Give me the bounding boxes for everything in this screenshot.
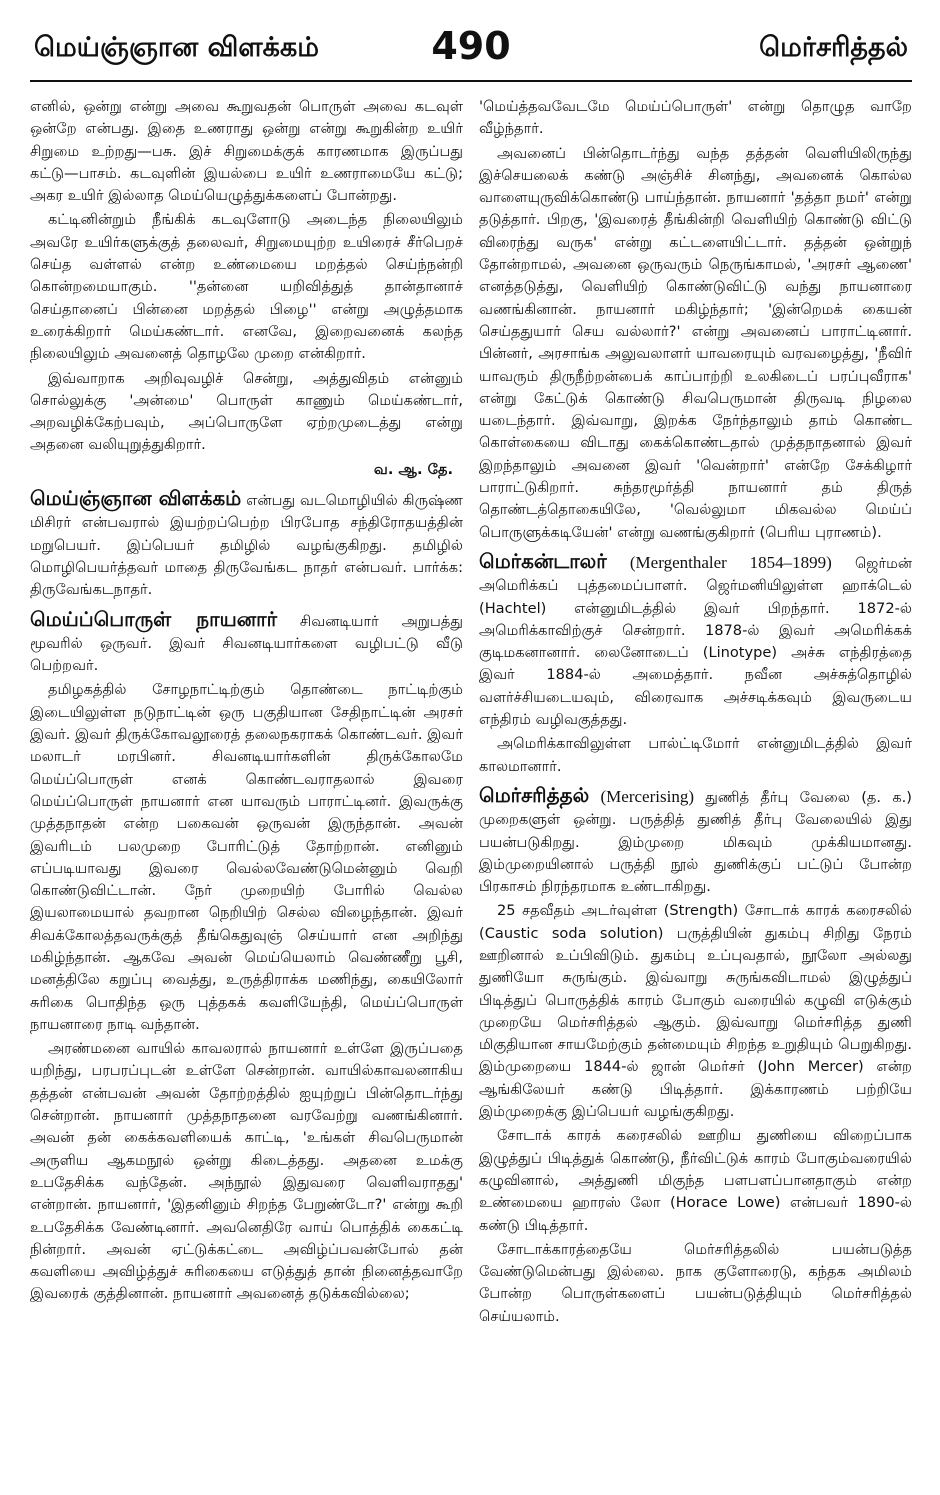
entry-text: துணித் தீர்பு வேலை (த. க.) முறைகளுள் ஒன்று. பருத்தித் துணித் தீர்பு வேலையில் இது பயன்படுகிறது. இம்முறை மிகவும் முக்கியமானது. இம்முறையினால் பருத்தி நூல் துணிக்குப் பட்டுப் போன்ற பிரகாசம் நிரந்தரமாக உண்டாகிறது. <box>479 788 912 896</box>
entry-paragraph: 25 சதவீதம் அடர்வுள்ள (Strength) சோடாக் காரக் கரைசலில் (Caustic soda solution) பருத்தியின் துகம்பு சிறிது நேரம் ஊறினால் உப்பிவிடும். துகம்பு உப்புவதால், நூலோ அல்லது துணியோ சுருங்கும். இவ்வாறு சுருங்கவிடாமல் இழுத்துப் பிடித்துப் பொருத்திக் காரம் போகும் வரையில் கழுவி எடுக்கும் முறையே மெர்சரித்தல் ஆகும். இவ்வாறு மெர்சரித்த துணி மிகுதியான சாயமேற்கும் தன்மையும் சிறந்த உறுதியும் பெறுகிறது. இம்முறையை 1844-ல் ஜான் மெர்சர் (John Mercer) என்ற ஆங்கிலேயர் கண்டு பிடித்தார். இக்காரணம் பற்றியே இம்முறைக்கு இப்பெயர் வழங்குகிறது. <box>479 902 912 1121</box>
entry-first-paragraph <box>30 608 463 678</box>
entry-text: ஜெர்மன் அமெரிக்கப் புத்தமைப்பாளர். ஜெர்மனியிலுள்ள ஹாக்டெல் (Hachtel) என்னுமிடத்தில் இவர் பிறந்தார். 1872-ல் அமெரிக்காவிற்குச் சென்றார். 1878-ல் இவர் அமெரிக்கக் குடிமகனானார். லைனோடைப் (Linotype) அச்சு எந்திரத்தை இவர் 1884-ல் அமைத்தார். நவீன அச்சுத்தொழில் வளர்ச்சியடையவும், விரைவாக அச்சடிக்கவும் இவருடைய எந்திரம் வழிவகுத்தது. <box>479 554 912 729</box>
left-column <box>30 96 463 1486</box>
page-header <box>30 22 912 82</box>
entry-title: மெர்சரித்தல் <box>479 782 590 807</box>
entry-meijnana-vilakkam <box>30 487 463 601</box>
text-columns <box>30 96 912 1486</box>
entry-latin-name: (Mergenthaler 1854–1899) <box>629 552 832 572</box>
entry-text: என்பது வடமொழியில் கிருஷ்ண மிசிரர் என்பவரால் இயற்றப்பெற்ற பிரபோத சந்திரோதயத்தின் மறுபெயர். இப்பெயர் தமிழில் வழங்குகிறது. தமிழில் மொழிபெயர்த்தவர் மாதை திருவேங்கட நாதர் என்பவர். பார்க்க: திருவேங்கடநாதர். <box>30 492 463 599</box>
continuation-paragraph: 'மெய்த்தவவேடமே மெய்ப்பொருள்' என்று தொழுத வாறே வீழ்ந்தார். <box>479 98 912 138</box>
continuation-paragraph: அவனைப் பின்தொடர்ந்து வந்த தத்தன் வெளியிலிருந்து இச்செயலைக் கண்டு அஞ்சிச் சினந்து, அவனைக் கொல்ல வாளையுருவிக்கொண்டு பாய்ந்தான். நாயனார் 'தத்தா நமர்' என்று தடுத்தார். பிறகு, 'இவரைத் தீங்கின்றி வெளியிற் கொண்டு விட்டு விரைந்து வருக' என்று கட்டளையிட்டார். தத்தன் ஒன்றுந் தோன்றாமல், அவனை ஒருவரும் நெருங்காமல், 'அரசர் ஆணை' எனத்தடுத்து, வெளியிற் கொண்டுவிட்டு வந்து நாயனாரை வணங்கினான். நாயனார் மகிழ்ந்தார்; 'இன்றெமக் கையன் செய்ததுயார் செய வல்லார்?' என்று அவனைப் பாராட்டினார். பின்னர், அரசாங்க அலுவலாளர் யாவரையும் வரவழைத்து, 'நீவிர் யாவரும் திருநீற்றன்பைக் காப்பாற்றி உலகிடைப் பரப்புவீராக' என்று கேட்டுக் கொண்டு சிவபெருமான் திருவடி நிழலை யடைந்தார். இவ்வாறு, இறக்க நேர்ந்தாலும் தாம் கொண்ட கொள்கையை விடாது கைக்கொண்டதால் முத்தநாதனால் இவர் இறந்தாலும் அவனை இவர் 'வென்றார்' என்றே சேக்கிழார் பாராட்டுகிறார். சுந்தரமூர்த்தி நாயனார் தம் திருத் தொண்டத்தொகையிலே, 'வெல்லுமா மிகவல்ல மெய்ப் பொருளுக்கடியேன்' என்று வணங்குகிறார் (பெரிய புராணம்). <box>479 144 912 541</box>
header-right-entry: மெர்சரித்தல் <box>759 32 908 63</box>
entry-first-paragraph <box>30 487 463 601</box>
entry-meipporul-nayanar <box>30 608 463 1306</box>
entry-paragraph: சோடாக்காரத்தையே மெர்சரித்தலில் பயன்படுத்த வேண்டுமென்பது இல்லை. நாக குளோரைடு, கந்தக அமிலம் போன்ற பொருள்களைப் பயன்படுத்தியும் மெர்சரித்தல் செய்யலாம். <box>479 1240 912 1325</box>
entry-latin-name: (Mercerising) <box>600 786 694 806</box>
entry-mercerising <box>479 784 912 1328</box>
entry-paragraph: அமெரிக்காவிலுள்ள பால்ட்டிமோர் என்னுமிடத்தில் இவர் காலமானார். <box>479 735 912 775</box>
entry-title: மெய்ஞ்ஞான விளக்கம் <box>30 486 242 511</box>
header-left-entry: மெய்ஞ்ஞான விளக்கம் <box>34 32 319 63</box>
continuation-paragraph: இவ்வாறாக அறிவுவழிச் சென்று, அத்துவிதம் என்னும் சொல்லுக்கு 'அன்மை' பொருள் காணும் மெய்கண்டார், அறவழிக்கேற்பவும், அப்பொருளே ஏற்றமுடைத்து என்று அதனை வலியுறுத்துகிறார். <box>30 369 463 454</box>
entry-title: மெர்கன்டாலர் <box>479 548 607 573</box>
continuation-paragraph: எனில், ஒன்று என்று அவை கூறுவதன் பொருள் அவை கடவுள் ஒன்றே என்பது. இதை உணராது ஒன்று என்று கூறுகின்ற உயிர் சிறுமை உற்றது—பசு. இச் சிறுமைக்குக் காரணமாக இருப்பது கட்டு—பாசம். கடவுளின் இயல்பை உயிர் உணராமையே கட்டு; அகர உயிர் இல்லாத மெய்யெழுத்துக்களைப் போன்றது. <box>30 98 463 205</box>
entry-paragraph: சோடாக் காரக் கரைசலில் ஊறிய துணியை விறைப்பாக இழுத்துப் பிடித்துக் கொண்டு, நீர்விட்டுக் காரம் போகும்வரையில் கழுவினால், அத்துணி மிகுந்த பளபளப்பானதாகும் என்ற உண்மையை ஹாரஸ் லோ (Horace Lowe) என்பவர் 1890-ல் கண்டு பிடித்தார். <box>479 1127 912 1234</box>
page-number: 490 <box>431 24 511 68</box>
continuation-paragraph: கட்டினின்றும் நீங்கிக் கடவுளோடு அடைந்த நிலையிலும் அவரே உயிர்களுக்குத் தலைவர், சிறுமையுற்ற உயிரைச் சீர்பெறச் செய்த வள்ளல் என்ற உண்மையை மறத்தல் செய்ந்நன்றி கொன்றமையாகும். ''தன்னை யறிவித்துத் தான்தானாச் செய்தானைப் பின்னை மறத்தல் பிழை'' என்று அழுத்தமாக உரைக்கிறார் மெய்கண்டார். எனவே, இறைவனைக் கலந்த நிலையிலும் அவனைத் தொழலே முறை என்கிறார். <box>30 211 463 363</box>
entry-paragraph: தமிழகத்தில் சோழநாட்டிற்கும் தொண்டை நாட்டிற்கும் இடையிலுள்ள நடுநாட்டின் ஒரு பகுதியான சேதிநாட்டின் அரசர் இவர். இவர் திருக்கோவலூரைத் தலைநகராகக் கொண்டவர். இவர் மலாடர் மரபினர். சிவனடியார்களின் திருக்கோலமே மெய்ப்பொருள் எனக் கொண்டவராதலால் இவரை மெய்ப்பொருள் நாயனார் என யாவரும் பாராட்டினர். இவருக்கு முத்தநாதன் என்ற பகைவன் ஒருவன் இருந்தான். அவன் இவரிடம் பலமுறை போரிட்டுத் தோற்றான். எனினும் எப்படியாவது இவரை வெல்லவேண்டுமென்னும் வெறி கொண்டுவிட்டான். நேர் முறையிற் போரில் வெல்ல இயலாமையால் தவறான நெறியிற் செல்ல விழைந்தான். இவர் சிவக்கோலத்தவருக்குத் தீங்கெதுவுஞ் செய்யார் என அறிந்து மகிழ்ந்தான். ஆகவே அவன் மெய்யெலாம் வெண்ணீறு பூசி, மனத்திலே கறுப்பு வைத்து, உருத்திராக்க மணிந்து, கையிலோர் சுரிகை பொதிந்த ஒரு புத்தகக் கவளியேந்தி, மெய்ப்பொருள் நாயனாரை நாடி வந்தான். <box>30 681 463 1033</box>
entry-text: சிவனடியார் அறுபத்து மூவரில் ஒருவர். இவர் சிவனடியார்களை வழிபட்டு வீடு பெற்றவர். <box>30 612 463 675</box>
entry-title: மெய்ப்பொருள் நாயனார் <box>30 606 278 631</box>
entry-mergenthaler <box>479 550 912 778</box>
right-column <box>479 96 912 1486</box>
entry-paragraph: அரண்மனை வாயில் காவலரால் நாயனார் உள்ளே இருப்பதை யறிந்து, பரபரப்புடன் உள்ளே சென்றான். வாயில்காவலனாகிய தத்தன் என்பவன் அவன் தோற்றத்தில் ஐயுற்றுப் பின்தொடர்ந்து சென்றான். நாயனார் முத்தநாதனை வரவேற்று வணங்கினார். அவன் தன் கைக்கவளியைக் காட்டி, 'உங்கள் சிவபெருமான் அருளிய ஆகமநூல் ஒன்று கிடைத்தது. அதனை உமக்கு உபதேசிக்க வந்தேன். அந்நூல் இதுவரை வெளிவராதது' என்றான். நாயனார், 'இதனினும் சிறந்த பேறுண்டோ?' என்று கூறி உபதேசிக்க வேண்டினார். அவனெதிரே வாய் பொத்திக் கைகட்டி நின்றார். அவன் ஏட்டுக்கட்டை அவிழ்ப்பவன்போல் தன் கவளியை அவிழ்த்துச் சுரிகையை எடுத்துத் தான் நினைத்தவாறே இவரைக் குத்தினான். நாயனார் அவனைத் தடுக்கவில்லை; <box>30 1040 463 1303</box>
entry-first-paragraph <box>479 550 912 731</box>
author-signature: வ. ஆ. தே. <box>373 460 453 478</box>
entry-first-paragraph <box>479 784 912 898</box>
